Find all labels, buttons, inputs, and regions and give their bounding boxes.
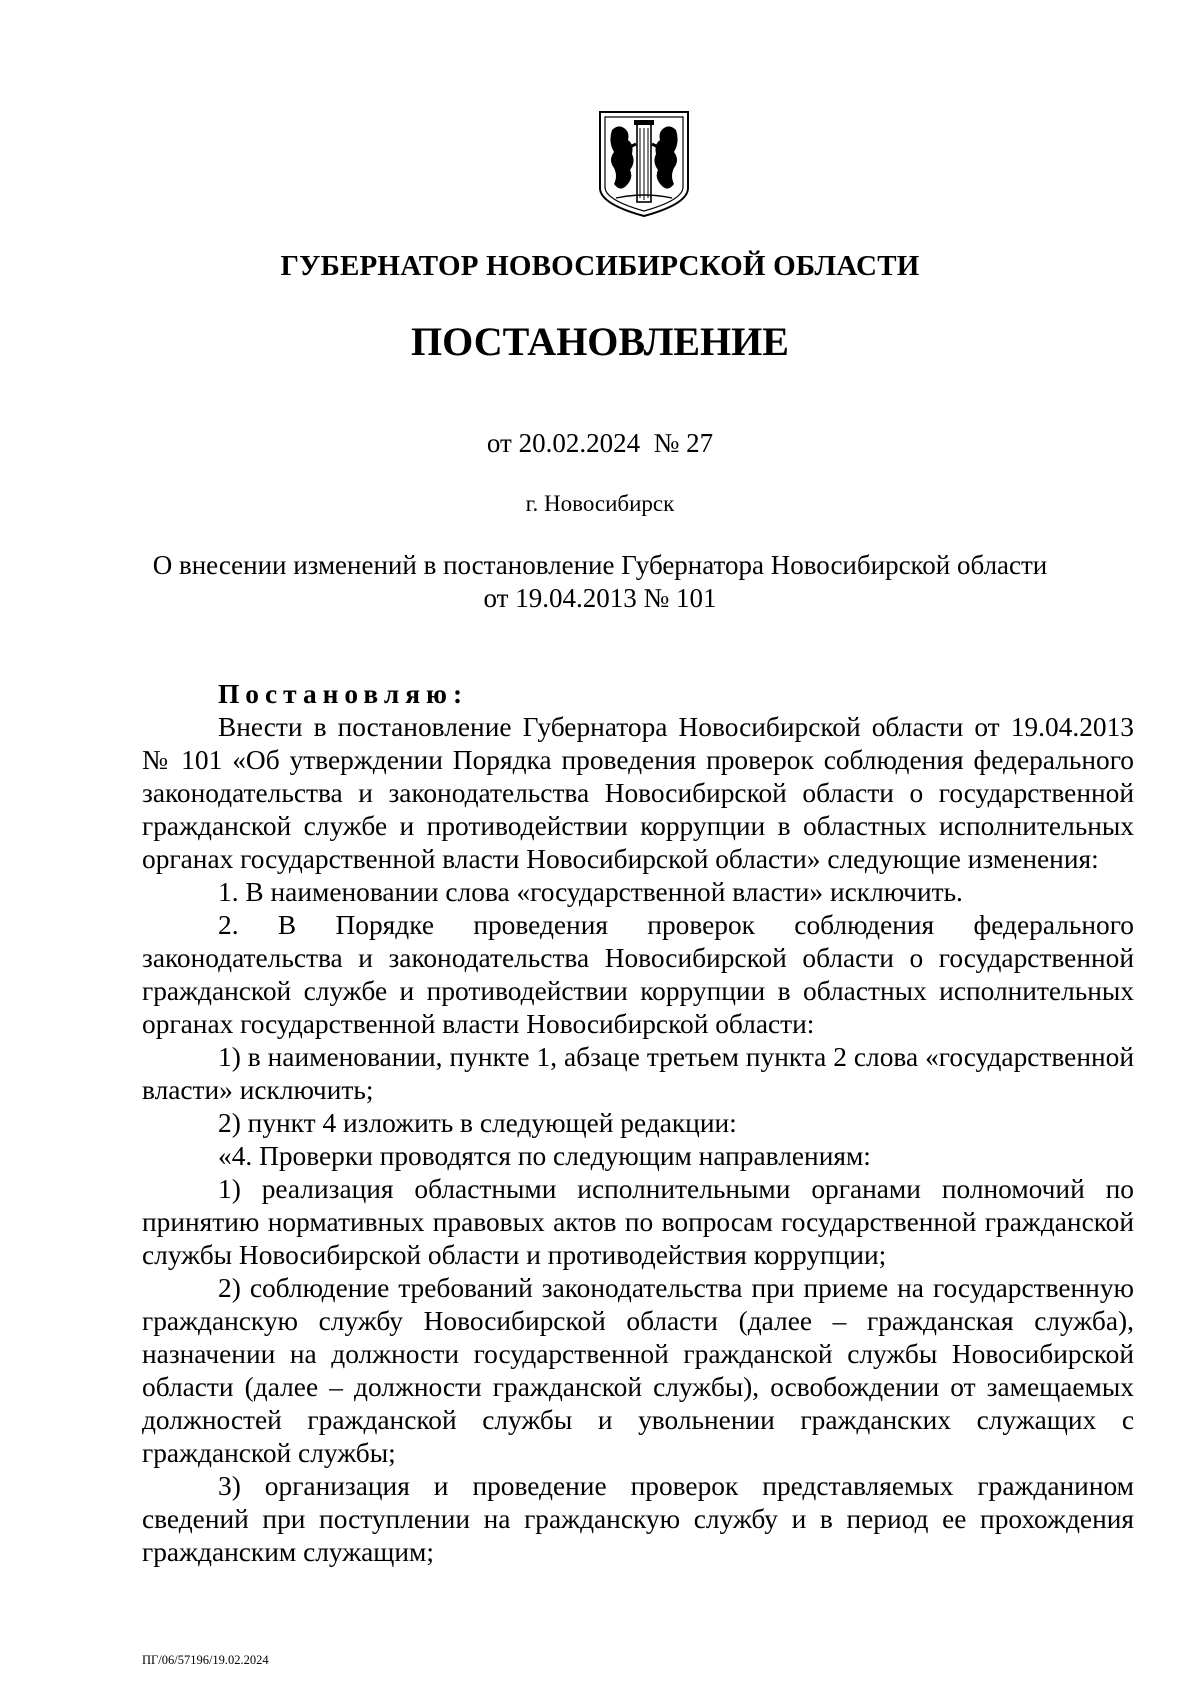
document-subject (0, 549, 1200, 615)
paragraph: 1) реализация областными исполнительными органами полномочий по принятию нормативных правовых актов по вопросам государственной гражданской службы Новосибирской области и противодействия коррупции; (142, 1174, 1134, 1270)
decree-word: Постановляю: (218, 679, 469, 709)
city: г. Новосибирск (525, 491, 675, 516)
date-and-number: от 20.02.2024 № 27 (486, 428, 714, 458)
document-body (142, 678, 1134, 1569)
paragraph: 1. В наименовании слова «государственной власти» исключить. (218, 877, 963, 907)
subject-line-2: от 19.04.2013 № 101 (483, 583, 717, 613)
paragraph: 3) организация и проведение проверок представляемых гражданином сведений при поступлении на гражданскую службу и в период ее прохождения гражданским служащим; (142, 1471, 1134, 1567)
paragraph: 2) соблюдение требований законодательства при приеме на государственную гражданскую службу Новосибирской области (далее – гражданская служба), назначении на должности государственной гражданской службы Новосибирской области (далее – должности гражданской службы), освобождении от замещаемых должностей гражданской службы и увольнении гражданских служащих с гражданской службы; (142, 1273, 1134, 1468)
coat-of-arms-icon (596, 108, 692, 220)
issuing-authority: ГУБЕРНАТОР НОВОСИБИРСКОЙ ОБЛАСТИ (280, 250, 920, 282)
paragraph: 1) в наименовании, пункте 1, абзаце третьем пункта 2 слова «государственной власти» исключить; (142, 1042, 1134, 1105)
paragraph: 2. В Порядке проведения проверок соблюдения федерального законодательства и законодательства Новосибирской области о государственной гражданской службе и противодействии коррупции в областных исполнительных органах государственной власти Новосибирской области: (142, 910, 1134, 1039)
document-registration-code: ПГ/06/57196/19.02.2024 (142, 1653, 269, 1667)
document-type-title: ПОСТАНОВЛЕНИЕ (411, 319, 789, 364)
paragraph: «4. Проверки проводятся по следующим направлениям: (218, 1141, 871, 1171)
paragraph: Внести в постановление Губернатора Новосибирской области от 19.04.2013 № 101 «Об утверждении Порядка проведения проверок соблюдения федерального законодательства и законодательства Новосибирской области о государственной гражданской службе и противодействии коррупции в областных исполнительных органах государственной власти Новосибирской области» следующие изменения: (142, 712, 1134, 874)
paragraph: 2) пункт 4 изложить в следующей редакции: (218, 1108, 737, 1138)
subject-line-1: О внесении изменений в постановление Губернатора Новосибирской области (152, 550, 1048, 580)
